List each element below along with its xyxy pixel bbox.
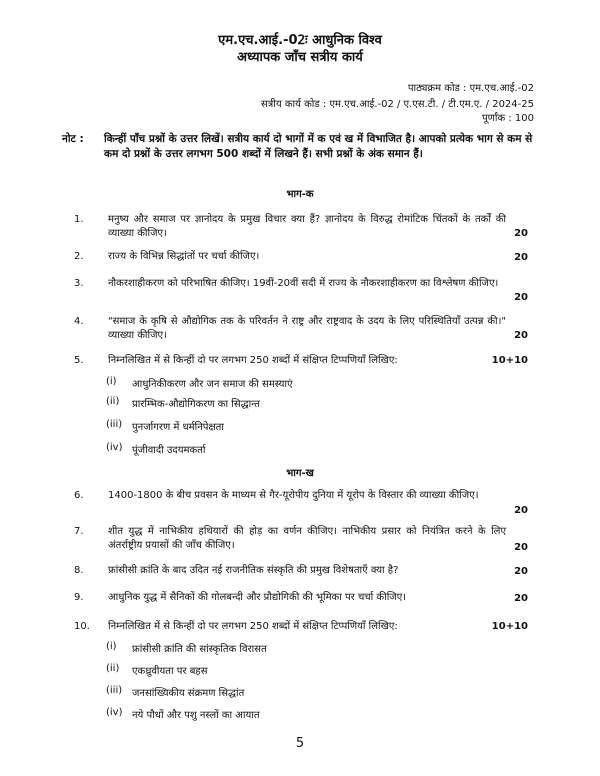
subitem-text: पुनर्जागरण में धर्मनिपेक्षता	[132, 422, 224, 433]
question-number: 5.	[74, 355, 84, 366]
question-marks: 20	[514, 292, 528, 303]
subitem-text: आधुनिकीकरण और जन समाज की समस्याएं	[132, 379, 293, 390]
question-number: 6.	[74, 490, 84, 501]
subitem-number: (iv)	[106, 442, 123, 453]
question-text: निम्नलिखित में से किन्हीं दो पर लगभग 250 शब्दों में संक्षिप्त टिप्पणियाँ लिखिए:	[108, 355, 398, 366]
note-text: किन्हीं पाँच प्रश्नों के उत्तर लिखें। सत्रीय कार्य दो भागों में क एवं ख में विभाजित है। आपको प्रत्येक भाग से कम से कम दो प्रश्नों के उत्तर लगभग 500 शब्दों में लिखने हैं। सभी प्रश्नों के अंक समान हैं।	[104, 133, 533, 160]
subitem-text: नये पौधों और पशु नस्लों का आयात	[132, 710, 260, 721]
question-number: 10.	[74, 621, 90, 632]
subitem-number: (iv)	[106, 707, 123, 718]
question-marks: 20	[514, 542, 528, 553]
question-text: मनुष्य और समाज पर ज्ञानोदय के प्रमुख विचार क्या हैं? ज्ञानोदय के विरुद्ध रोमांटिक चिंतकों के तर्कों की व्याख्या कीजिए।	[108, 214, 506, 239]
question-text: शीत युद्ध में नाभिकीय हथियारों की होड़ का वर्णन कीजिए। नाभिकीय प्रसार को नियंत्रित करने के लिए अंतर्राष्ट्रीय प्रयासों की जाँच कीजिए।	[108, 526, 506, 551]
subitem-text: प्रारम्भिक-औद्योगिकरण का सिद्धान्त	[132, 399, 260, 410]
question-number: 8.	[74, 565, 84, 576]
question-marks: 20	[514, 566, 528, 577]
question-marks: 20	[514, 252, 528, 263]
subitem-number: (iii)	[106, 685, 123, 696]
section-b-title: भाग-ख	[286, 468, 314, 479]
question-marks: 20	[514, 330, 528, 341]
total-marks: पूर्णांक : 100	[482, 113, 534, 124]
subitem-number: (ii)	[106, 396, 120, 407]
note-label: नोट :	[62, 133, 84, 145]
question-text: आधुनिक युद्ध में सैनिकों की गोलबन्दी और प्रौद्योगिकी की भूमिका पर चर्चा कीजिए।	[108, 592, 407, 603]
subitem-number: (i)	[106, 641, 117, 652]
subitem-text: एकध्रुवीयता पर बहस	[132, 666, 208, 677]
question-number: 9.	[74, 592, 84, 603]
question-marks: 10+10	[491, 355, 528, 366]
assignment-code: सत्रीय कार्य कोड : एम.एच.आई.-02 / ए.एस.टी. / टी.एम.ए. / 2024-25	[261, 99, 534, 110]
subitem-text: पूंजीवादी उदयमकर्ता	[132, 445, 206, 456]
subitem-text: जनसांख्यिकीय संक्रमण सिद्धांत	[132, 688, 245, 699]
page-number: 5	[295, 736, 305, 751]
question-text: "समाज के कृषि से औद्योगिक तक के परिवर्तन ने राष्ट्र और राष्ट्रवाद के उदय के लिए परिस्थितियाँ उत्पन्न की।" व्याख्या कीजिए।	[108, 316, 506, 341]
subitem-number: (iii)	[106, 419, 123, 430]
question-marks: 20	[514, 593, 528, 604]
question-text: नौकरशाहीकरण को परिभाषित कीजिए। 19वीं-20वीं सदी में राज्य के नौकरशाहीकरण का विश्लेषण कीजिए।	[108, 278, 499, 289]
question-marks: 20	[514, 228, 528, 239]
section-a-title: भाग-क	[286, 189, 314, 200]
question-marks: 20	[514, 505, 528, 516]
document-subtitle: अध्यापक जाँच सत्रीय कार्य	[237, 50, 363, 65]
question-text: फ्रांसीसी क्रांति के बाद उदित नई राजनीतिक संस्कृति की प्रमुख विशेषताएँ क्या है?	[108, 565, 399, 576]
question-number: 2.	[74, 251, 84, 262]
document-title: एम.एच.आई.-02ः आधुनिक विश्व	[218, 33, 382, 48]
subitem-number: (i)	[106, 376, 117, 387]
question-text: निम्नलिखित में से किन्हीं दो पर लगभग 250 शब्दों में संक्षिप्त टिप्पणियाँ लिखिए:	[108, 621, 398, 632]
question-number: 3.	[74, 278, 84, 289]
subitem-number: (ii)	[106, 663, 120, 674]
question-marks: 10+10	[491, 621, 528, 632]
question-number: 1.	[74, 214, 84, 225]
question-text: राज्य के विभिन्न सिद्धांतों पर चर्चा कीजिए।	[108, 251, 260, 262]
question-number: 4.	[74, 316, 84, 327]
question-text: 1400-1800 के बीच प्रवसन के माध्यम से गैर-यूरोपीय दुनिया में यूरोप के विस्तार की व्याख्या कीजिए।	[108, 490, 479, 501]
question-number: 7.	[74, 526, 84, 537]
subitem-text: फ्रांसीसी क्रांति की सांस्कृतिक विरासत	[132, 644, 267, 655]
course-code: पाठ्यक्रम कोड : एम.एच.आई.-02	[407, 83, 534, 94]
